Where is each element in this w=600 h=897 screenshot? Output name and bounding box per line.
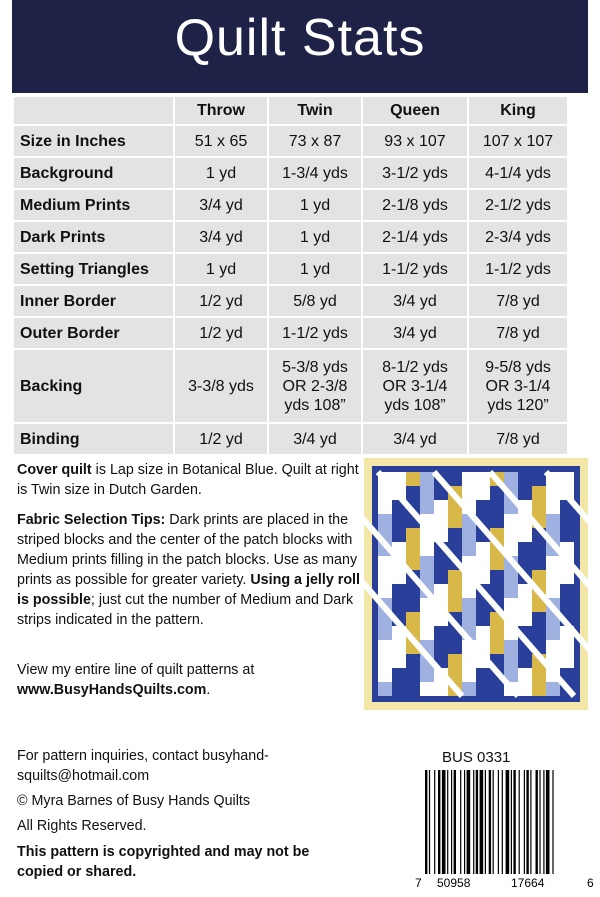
quilt-stats-table [12, 95, 569, 456]
barcode-bar [476, 770, 478, 874]
barcode-bar [511, 770, 512, 874]
barcode-bar [429, 770, 430, 874]
barcode-digit: 6 [587, 876, 594, 890]
table-cell: 93 x 107 [362, 125, 468, 157]
quilt-patch [392, 654, 406, 668]
quilt-patch [406, 542, 420, 556]
quilt-patch [490, 682, 504, 696]
quilt-patch [476, 626, 490, 640]
barcode-bar [425, 770, 427, 874]
quilt-patch [476, 542, 490, 556]
table-cell: 2-1/8 yds [362, 189, 468, 221]
table-cell: 1-1/2 yds [362, 253, 468, 285]
quilt-patch [546, 500, 560, 514]
quilt-patch [476, 682, 490, 696]
table-cell: 3/4 yd [362, 423, 468, 455]
quilt-patch [406, 612, 420, 626]
quilt-patch [378, 514, 392, 528]
quilt-patch [490, 556, 504, 570]
quilt-patch [546, 514, 560, 528]
quilt-patch [560, 472, 574, 486]
quilt-patch [434, 514, 448, 528]
cover-quilt-bold: Cover quilt [17, 462, 92, 478]
quilt-photo [364, 458, 588, 710]
table-cell: 1 yd [174, 253, 268, 285]
quilt-patch [462, 612, 476, 626]
quilt-patch [392, 598, 406, 612]
quilt-patch [518, 612, 532, 626]
quilt-patch [518, 528, 532, 542]
cell-line: 8-1/2 yds [382, 358, 448, 376]
table-cell: 2-1/2 yds [468, 189, 568, 221]
quilt-patch [420, 682, 434, 696]
quilt-patch [462, 598, 476, 612]
copyright-text: © Myra Barnes of Busy Hands Quilts [17, 793, 251, 809]
rights-text: All Rights Reserved. [17, 818, 147, 834]
quilt-patch [378, 640, 392, 654]
table-cell: 4-1/4 yds [468, 157, 568, 189]
copyright-warning: This pattern is copyrighted and may not be copied or shared. [17, 844, 310, 880]
quilt-patch [546, 556, 560, 570]
table-cell: 2-3/4 yds [468, 221, 568, 253]
quilt-patch [448, 528, 462, 542]
quilt-patch [532, 682, 546, 696]
barcode-bar [546, 770, 550, 874]
quilt-patch [560, 570, 574, 584]
quilt-patch [378, 654, 392, 668]
quilt-patch [462, 472, 476, 486]
cell-line: yds 108” [384, 396, 446, 414]
quilt-patch [420, 556, 434, 570]
barcode-bar [489, 770, 491, 874]
quilt-patch [448, 584, 462, 598]
quilt-patch [476, 668, 490, 682]
barcode-bar [536, 770, 538, 874]
quilt-patch [490, 584, 504, 598]
quilt-patch [420, 612, 434, 626]
table-row [13, 285, 568, 317]
tips-text-2: ; just cut the number of Medium and Dark strips indicated in the pattern. [17, 592, 354, 628]
table-row [13, 189, 568, 221]
barcode-bar [467, 770, 471, 874]
quilt-patch [434, 626, 448, 640]
quilt-patch [546, 640, 560, 654]
quilt-patch [406, 528, 420, 542]
table-row [13, 221, 568, 253]
barcode-bar [524, 770, 525, 874]
quilt-patch [504, 472, 518, 486]
quilt-patch [378, 682, 392, 696]
quilt-patch [532, 500, 546, 514]
cell-line: OR 3-1/4 [382, 377, 448, 395]
table-row [13, 157, 568, 189]
barcode-bar [506, 770, 510, 874]
barcode-bar [519, 770, 520, 874]
quilt-patch [378, 570, 392, 584]
barcode-bar [454, 770, 456, 874]
table-cell [468, 349, 568, 423]
quilt-patch [420, 542, 434, 556]
table-cell: 2-1/4 yds [362, 221, 468, 253]
quilt-patch [448, 598, 462, 612]
quilt-patch [406, 682, 420, 696]
quilt-patch [546, 626, 560, 640]
table-cell: 73 x 87 [268, 125, 362, 157]
quilt-patch [448, 472, 462, 486]
quilt-patch [378, 584, 392, 598]
quilt-patch [462, 486, 476, 500]
barcode-bar [526, 770, 528, 874]
barcode-digit: 50958 [437, 876, 471, 890]
quilt-patch [518, 668, 532, 682]
quilt-patch [532, 542, 546, 556]
quilt-patch [406, 598, 420, 612]
cover-quilt-note [17, 460, 362, 500]
quilt-patch [490, 640, 504, 654]
quilt-patch [504, 514, 518, 528]
quilt-patch [560, 654, 574, 668]
barcode-bar [451, 770, 452, 874]
view-suffix: . [206, 682, 211, 698]
row-label: Outer Border [13, 317, 174, 349]
cover-quilt-text: is Lap size in Botanical Blue. Quilt at right is Twin size in Dutch Garden. [17, 462, 359, 498]
table-row [13, 423, 568, 455]
quilt-patch [490, 514, 504, 528]
quilt-patch [378, 668, 392, 682]
view-patterns [17, 660, 362, 700]
quilt-patch [392, 668, 406, 682]
table-cell: 1 yd [174, 157, 268, 189]
table-cell [362, 349, 468, 423]
row-label: Inner Border [13, 285, 174, 317]
tips-jelly-roll: Using a jelly roll is possible [17, 572, 361, 608]
table-cell: 3/4 yd [268, 423, 362, 455]
table-cell: 1-1/2 yds [268, 317, 362, 349]
quilt-patch [504, 640, 518, 654]
quilt-patch [476, 486, 490, 500]
quilt-patch [434, 570, 448, 584]
barcode-bar [442, 770, 446, 874]
barcode [415, 770, 595, 890]
cell-line: yds 108” [284, 396, 346, 414]
quilt-patch [406, 654, 420, 668]
quilt-patch [518, 472, 532, 486]
table-cell: 1-1/2 yds [468, 253, 568, 285]
barcode-bar [473, 770, 474, 874]
quilt-patch [392, 584, 406, 598]
row-label: Background [13, 157, 174, 189]
quilt-patch [546, 570, 560, 584]
cell-line: 3-3/8 yds [188, 377, 254, 395]
quilt-patch [504, 584, 518, 598]
title-banner [12, 0, 588, 93]
row-label: Size in Inches [13, 125, 174, 157]
cell-line: OR 2-3/8 [282, 377, 348, 395]
barcode-bar [485, 770, 486, 874]
quilt-patch [378, 626, 392, 640]
quilt-patch [448, 570, 462, 584]
quilt-patch [532, 612, 546, 626]
quilt-patch [560, 598, 574, 612]
barcode-bar [447, 770, 448, 874]
quilt-patch [392, 682, 406, 696]
barcode-bar [498, 770, 499, 874]
row-label: Setting Triangles [13, 253, 174, 285]
table-header-cell: King [468, 96, 568, 125]
quilt-patch [504, 598, 518, 612]
quilt-patch [378, 556, 392, 570]
table-cell: 3/4 yd [362, 317, 468, 349]
quilt-patch [420, 500, 434, 514]
page-title: Quilt Stats [174, 9, 426, 67]
quilt-patch [476, 612, 490, 626]
tips-heading: Fabric Selection Tips: [17, 512, 166, 528]
quilt-patch [392, 514, 406, 528]
quilt-patch [462, 654, 476, 668]
quilt-patch [392, 528, 406, 542]
table-cell: 3-1/2 yds [362, 157, 468, 189]
table-row [13, 253, 568, 285]
quilt-patch [392, 570, 406, 584]
cell-line: yds 120” [487, 396, 549, 414]
quilt-patch [406, 668, 420, 682]
barcode-bar [543, 770, 544, 874]
quilt-patch [378, 500, 392, 514]
row-label: Backing [13, 349, 174, 423]
quilt-patch [420, 668, 434, 682]
table-cell: 1/2 yd [174, 423, 268, 455]
table-cell: 3/4 yd [362, 285, 468, 317]
quilt-patch [504, 654, 518, 668]
barcode-bar [513, 770, 515, 874]
quilt-patch [434, 500, 448, 514]
barcode-bar [464, 770, 465, 874]
quilt-patch [560, 584, 574, 598]
quilt-patch [434, 640, 448, 654]
quilt-patch [518, 486, 532, 500]
cell-line: 9-5/8 yds [485, 358, 551, 376]
barcode-bar [438, 770, 440, 874]
quilt-patch [420, 626, 434, 640]
table-cell: 51 x 65 [174, 125, 268, 157]
quilt-patch [532, 486, 546, 500]
table-cell: 1 yd [268, 221, 362, 253]
website-link[interactable]: www.BusyHandsQuilts.com [17, 682, 207, 698]
row-label: Binding [13, 423, 174, 455]
quilt-patch [532, 668, 546, 682]
quilt-patch [448, 654, 462, 668]
quilt-patch [504, 528, 518, 542]
quilt-patch [476, 556, 490, 570]
quilt-patch [518, 598, 532, 612]
table-cell [174, 349, 268, 423]
quilt-patch [448, 514, 462, 528]
table-row [13, 317, 568, 349]
quilt-patch [476, 500, 490, 514]
table-header-cell: Throw [174, 96, 268, 125]
cell-line: 5-3/8 yds [282, 358, 348, 376]
barcode-digit: 7 [415, 876, 422, 890]
table-header-blank [13, 96, 174, 125]
table-row [13, 125, 568, 157]
quilt-patch [462, 528, 476, 542]
table-cell: 3/4 yd [174, 221, 268, 253]
quilt-patch [406, 472, 420, 486]
table-cell: 107 x 107 [468, 125, 568, 157]
quilt-patch [462, 542, 476, 556]
quilt-patch [490, 500, 504, 514]
quilt-patch [448, 640, 462, 654]
row-label: Medium Prints [13, 189, 174, 221]
row-label: Dark Prints [13, 221, 174, 253]
cell-line: OR 3-1/4 [485, 377, 551, 395]
barcode-bar [493, 770, 494, 874]
quilt-patch [560, 528, 574, 542]
quilt-patch [504, 570, 518, 584]
table-cell: 1/2 yd [174, 285, 268, 317]
table-cell: 7/8 yd [468, 317, 568, 349]
table-row [13, 349, 568, 423]
inquiries-text: For pattern inquiries, contact busyhand-squilts@hotmail.com [17, 748, 269, 784]
barcode-bar [434, 770, 435, 874]
barcode-bar [530, 770, 531, 874]
quilt-patch [532, 556, 546, 570]
quilt-patch [560, 514, 574, 528]
quilt-patch [532, 626, 546, 640]
product-code: BUS 0331 [442, 749, 511, 766]
quilt-patch [420, 486, 434, 500]
table-cell: 1/2 yd [174, 317, 268, 349]
table-cell: 1 yd [268, 189, 362, 221]
barcode-bar [502, 770, 503, 874]
table-cell: 5/8 yd [268, 285, 362, 317]
quilt-patch [462, 668, 476, 682]
table-header-cell: Twin [268, 96, 362, 125]
quilt-patch [490, 570, 504, 584]
fabric-tips [17, 510, 362, 630]
quilt-patch [546, 584, 560, 598]
quilt-patch [518, 654, 532, 668]
table-header-row [13, 96, 568, 125]
barcode-digit: 17664 [511, 876, 545, 890]
quilt-patch [392, 472, 406, 486]
barcode-bar [460, 770, 461, 874]
tips-text: Dark prints are placed in the striped blocks and the center of the patch blocks with Medium prints filling in the patch blocks. Use as many prints as possible for greater variety. [17, 512, 358, 588]
quilt-patch [434, 556, 448, 570]
quilt-patch [434, 584, 448, 598]
quilt-patch [392, 640, 406, 654]
barcode-bar [480, 770, 484, 874]
table-cell: 3/4 yd [174, 189, 268, 221]
table-cell [268, 349, 362, 423]
view-text: View my entire line of quilt patterns at [17, 662, 255, 678]
table-header-cell: Queen [362, 96, 468, 125]
table-cell: 1 yd [268, 253, 362, 285]
barcode-bar [539, 770, 540, 874]
quilt-patch [560, 640, 574, 654]
table-cell: 7/8 yd [468, 423, 568, 455]
barcode-bar [552, 770, 553, 874]
quilt-patch [546, 682, 560, 696]
quilt-patch [406, 486, 420, 500]
quilt-patch [490, 626, 504, 640]
table-cell: 1-3/4 yds [268, 157, 362, 189]
quilt-patch [434, 682, 448, 696]
quilt-patch [518, 542, 532, 556]
table-cell: 7/8 yd [468, 285, 568, 317]
